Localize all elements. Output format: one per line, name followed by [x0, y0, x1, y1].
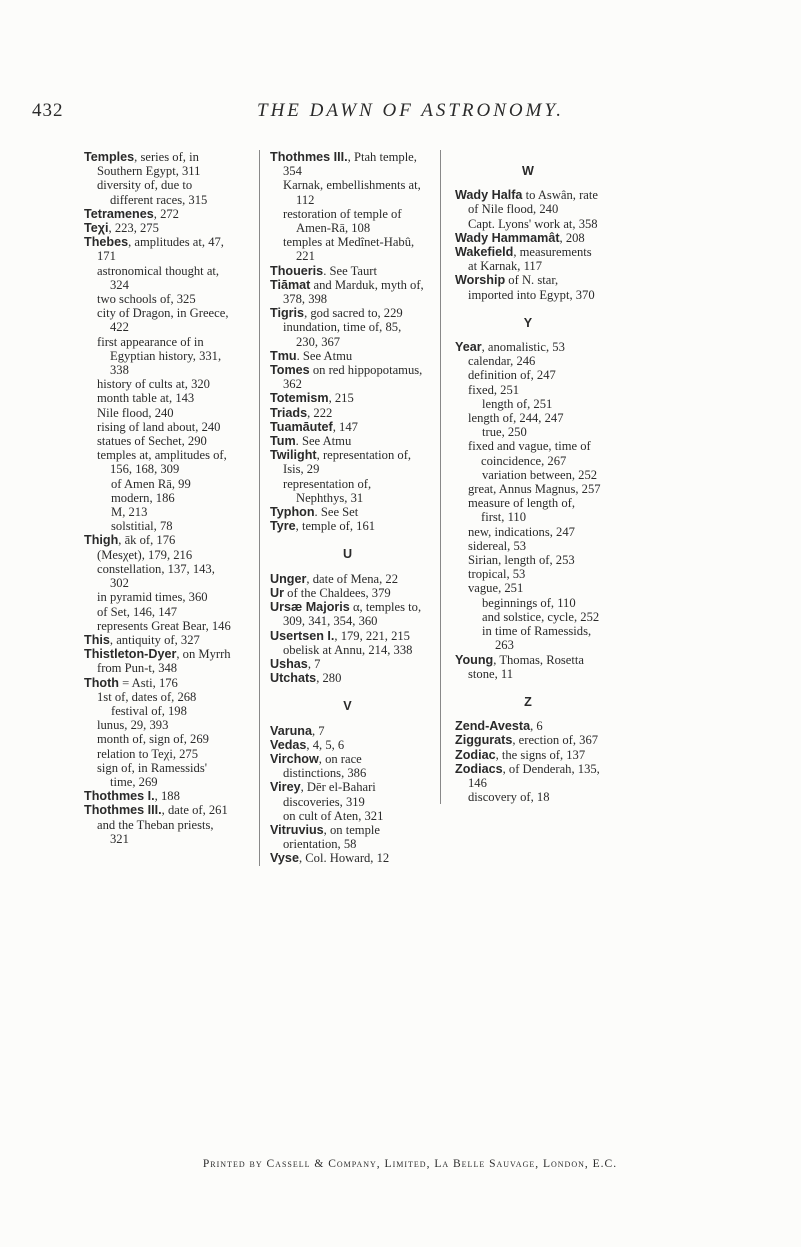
index-entry [270, 391, 425, 405]
index-subentry [84, 562, 234, 590]
entry-text: , 179, 221, 215 [334, 628, 410, 643]
entry-heading: Tiāmat [270, 277, 311, 292]
entry-text: , on race distinctions, 386 [283, 751, 367, 781]
entry-text: , erection of, 367 [512, 733, 599, 748]
entry-text: , Dēr el-Bahari discoveries, 319 [283, 780, 376, 809]
entry-text: and Marduk, myth of, 378, 398 [283, 277, 424, 307]
entry-text: city of Dragon, in Greece, 422 [97, 306, 229, 335]
entry-heading: Thothmes III. [84, 803, 162, 818]
index-subentry [455, 368, 601, 382]
entry-text: variation between, 252 [482, 467, 598, 482]
entry-heading: Ushas [270, 656, 308, 671]
entry-heading: Young [455, 652, 494, 667]
entry-heading: This [84, 632, 110, 647]
index-subentry [455, 397, 601, 411]
entry-text: . See Set [314, 505, 359, 520]
entry-heading: Thothmes III. [270, 150, 348, 164]
entry-text: length of, 244, 247 [468, 411, 564, 426]
entry-heading: Tum [270, 434, 296, 449]
entry-text: of Amen Rā, 99 [111, 476, 191, 491]
entry-heading: Totemism [270, 391, 329, 406]
running-title: THE DAWN OF ASTRONOMY. [257, 100, 565, 121]
index-entry [270, 406, 425, 420]
index-subentry [270, 809, 425, 823]
index-column-3 [440, 150, 601, 804]
page-number: 432 [32, 100, 64, 121]
entry-text: definition of, 247 [468, 368, 556, 383]
index-subentry [84, 761, 234, 789]
index-entry [84, 207, 234, 221]
entry-text: , antiquity of, 327 [109, 632, 200, 647]
entry-text: , anomalistic, 53 [481, 340, 565, 355]
entry-heading: Triads [270, 405, 308, 420]
entry-text: , the signs of, 137 [495, 747, 586, 762]
section-letter: Y [523, 315, 533, 330]
index-subentry [84, 590, 234, 604]
index-subentry [455, 525, 601, 539]
index-subentry [455, 468, 601, 482]
entry-text: , 272 [153, 206, 179, 221]
index-entry [270, 629, 425, 643]
entry-text: , 222 [307, 405, 333, 420]
entry-text: , 188 [154, 789, 180, 804]
index-entry [270, 823, 425, 851]
entry-text: of the Chaldees, 379 [284, 585, 391, 600]
entry-text: temples at, amplitudes of, 156, 168, 309 [97, 448, 227, 477]
entry-heading: Typhon [270, 505, 315, 520]
entry-heading: Wakefield [455, 245, 514, 260]
index-subentry [455, 553, 601, 567]
entry-text: , series of, in Southern Egypt, 311 [97, 150, 201, 179]
index-subentry [84, 477, 234, 491]
index-subentry [84, 406, 234, 420]
index-column-1 [84, 150, 234, 846]
index-subentry [84, 505, 234, 519]
entry-heading: Temples [84, 150, 135, 164]
entry-heading: Zodiac [455, 747, 496, 762]
index-entry [270, 519, 425, 533]
entry-text: sidereal, 53 [468, 538, 527, 553]
entry-text: length of, 251 [482, 396, 553, 411]
index-entry [455, 273, 601, 301]
index-entry [455, 188, 601, 216]
index-subentry [84, 377, 234, 391]
entry-text: new, indications, 247 [468, 524, 575, 539]
entry-heading: Ur [270, 585, 284, 600]
index-subentry [84, 335, 234, 378]
index-entry [84, 235, 234, 263]
section-letter: Z [524, 694, 532, 709]
index-entry [455, 719, 601, 733]
index-entry [455, 733, 601, 747]
entry-text: , 280 [316, 671, 342, 686]
entry-text: Capt. Lyons' work at, 358 [468, 216, 598, 231]
entry-text: , 4, 5, 6 [306, 737, 345, 752]
entry-text: = Asti, 176 [118, 675, 178, 690]
entry-text: , 6 [530, 719, 543, 734]
entry-text: calendar, 246 [468, 354, 536, 369]
entry-heading: Thistleton-Dyer [84, 647, 177, 662]
index-subentry [84, 519, 234, 533]
index-entry [270, 780, 425, 808]
entry-text: α, temples to, 309, 341, 354, 360 [283, 600, 422, 629]
entry-text: vague, 251 [468, 581, 524, 596]
index-subentry [455, 790, 601, 804]
index-subentry [455, 496, 601, 524]
entry-heading: Utchats [270, 671, 317, 686]
entry-text: tropical, 53 [468, 567, 526, 582]
index-entry [270, 586, 425, 600]
entry-text: Karnak, embellishments at, 112 [283, 178, 421, 207]
section-letter: U [342, 547, 353, 562]
entry-heading: Twilight [270, 448, 317, 463]
entry-heading: Vedas [270, 737, 307, 752]
index-subentry [84, 548, 234, 562]
entry-text: , amplitudes at, 47, 171 [97, 235, 224, 264]
entry-text: great, Annus Magnus, 257 [468, 482, 601, 497]
index-subentry [270, 477, 425, 505]
index-subentry [84, 434, 234, 448]
entry-text: restoration of temple of Amen-Rā, 108 [283, 206, 402, 236]
entry-text: and solstice, cycle, 252 [482, 609, 600, 624]
entry-text: , Thomas, Rosetta stone, 11 [468, 652, 584, 681]
index-subentry [84, 391, 234, 405]
entry-text: Nile flood, 240 [97, 405, 174, 420]
index-entry [270, 434, 425, 448]
entry-text: M, 213 [111, 505, 148, 520]
section-letter: W [522, 164, 534, 178]
index-entry [84, 676, 234, 690]
index-subentry [84, 605, 234, 619]
printer-imprint: Printed by Cassell & Company, Limited, La Belle Sauvage, London, E.C. [202, 1158, 618, 1170]
index-entry [84, 533, 234, 547]
index-entry [270, 752, 425, 780]
entry-text: , 147 [332, 419, 358, 434]
index-subentry [84, 704, 234, 718]
index-entry [84, 633, 234, 647]
entry-heading: Year [455, 340, 482, 355]
index-subentry [455, 581, 601, 595]
entry-text: , 7 [307, 656, 321, 671]
index-entry [455, 245, 601, 273]
entry-text: constellation, 137, 143, 302 [97, 561, 215, 591]
entry-heading: Ziggurats [455, 733, 513, 748]
entry-text: measure of length of, first, 110 [468, 496, 576, 525]
entry-text: . See Taurt [323, 263, 377, 278]
entry-text: , 223, 275 [108, 221, 159, 236]
index-subentry [84, 306, 234, 334]
index-entry [84, 221, 234, 235]
entry-text: , measurements at Karnak, 117 [468, 245, 592, 274]
index-entry [270, 278, 425, 306]
entry-text: obelisk at Annu, 214, 338 [283, 642, 413, 657]
entry-text: . See Atmu [296, 348, 353, 363]
entry-text: fixed, 251 [468, 382, 520, 397]
entry-heading: Wady Hammamât [455, 230, 560, 245]
entry-text: , 7 [312, 723, 325, 738]
entry-text: of N. star, imported into Egypt, 370 [468, 273, 595, 302]
index-entry [84, 789, 234, 803]
index-subentry [84, 420, 234, 434]
entry-text: month of, sign of, 269 [97, 732, 209, 747]
index-subentry [84, 747, 234, 761]
entry-text: diversity of, due to different races, 315 [97, 178, 208, 207]
index-entry [270, 505, 425, 519]
entry-heading: Unger [270, 571, 307, 586]
entry-text: , of Denderah, 135, 146 [468, 761, 600, 790]
entry-text: on cult of Aten, 321 [283, 808, 384, 823]
index-column-2 [259, 150, 425, 866]
entry-heading: Teχi [84, 221, 109, 236]
entry-text: two schools of, 325 [97, 292, 196, 307]
index-subentry [270, 320, 425, 348]
entry-text: sign of, in Ramessids' time, 269 [97, 760, 208, 789]
entry-heading: Thothmes I. [84, 789, 155, 804]
index-entry [270, 671, 425, 685]
index-entry [270, 600, 425, 628]
entry-text: of Set, 146, 147 [97, 604, 178, 619]
entry-text: , date of, 261 [161, 803, 228, 818]
index-entry [270, 657, 425, 671]
index-subentry [84, 690, 234, 704]
entry-heading: Virey [270, 780, 301, 795]
index-subentry [455, 567, 601, 581]
index-subentry [270, 207, 425, 235]
index-subentry [455, 411, 601, 425]
index-entry [84, 150, 234, 178]
index-subentry [455, 482, 601, 496]
index-subentry [84, 178, 234, 206]
entry-text: rising of land about, 240 [97, 419, 221, 434]
index-entry [455, 231, 601, 245]
entry-text: , temple of, 161 [295, 519, 376, 534]
index-subentry [84, 818, 234, 846]
index-entry [84, 647, 234, 675]
entry-text: discovery of, 18 [468, 790, 550, 805]
index-subentry [270, 178, 425, 206]
index-entry [270, 264, 425, 278]
entry-heading: Ursæ Majoris [270, 600, 350, 615]
entry-text: , 215 [328, 391, 354, 406]
entry-text: true, 250 [482, 425, 527, 440]
entry-heading: Tomes [270, 363, 310, 378]
entry-text: , Ptah temple, 354 [283, 150, 417, 179]
index-subentry [455, 217, 601, 231]
entry-text: in pyramid times, 360 [97, 590, 208, 605]
index-entry [270, 150, 425, 178]
entry-heading: Tmu [270, 348, 297, 363]
index-entry [270, 724, 425, 738]
index-entry [270, 420, 425, 434]
entry-text: , god sacred to, 229 [304, 306, 403, 321]
entry-text: Sirian, length of, 253 [468, 553, 575, 568]
index-subentry [455, 439, 601, 467]
entry-heading: Thoth [84, 675, 119, 690]
entry-text: astronomical thought at, 324 [97, 263, 220, 292]
entry-heading: Virchow [270, 751, 319, 766]
entry-text: , on Myrrh from Pun-t, 348 [97, 647, 231, 676]
entry-text: relation to Teχi, 275 [97, 746, 199, 761]
entry-heading: Tuamāutef [270, 419, 333, 434]
index-subentry [455, 624, 601, 652]
entry-text: in time of Ramessids, 263 [482, 624, 592, 653]
index-entry [270, 349, 425, 363]
entry-heading: Worship [455, 273, 506, 288]
index-entry [84, 803, 234, 817]
entry-text: month table at, 143 [97, 391, 195, 406]
index-entry [455, 340, 601, 354]
entry-text: (Mesχet), 179, 216 [97, 547, 193, 562]
index-subentry [455, 539, 601, 553]
index-entry [270, 306, 425, 320]
index-entry [455, 653, 601, 681]
index-subentry [455, 610, 601, 624]
index-entry [270, 572, 425, 586]
index-subentry [84, 732, 234, 746]
index-entry [270, 363, 425, 391]
section-letter: V [343, 699, 352, 714]
entry-text: solstitial, 78 [111, 519, 173, 534]
entry-text: representation of, Nephthys, 31 [283, 476, 372, 505]
entry-heading: Wady Halfa [455, 188, 523, 203]
entry-text: 1st of, dates of, 268 [97, 689, 197, 704]
index-entry [455, 762, 601, 790]
entry-text: . See Atmu [295, 434, 352, 449]
entry-heading: Zend-Avesta [455, 719, 531, 734]
entry-text: , āk of, 176 [118, 533, 176, 548]
entry-heading: Thigh [84, 533, 119, 548]
entry-heading: Tetramenes [84, 206, 154, 221]
index-subentry [455, 354, 601, 368]
index-subentry [270, 235, 425, 263]
entry-text: , 208 [559, 230, 585, 245]
entry-heading: Varuna [270, 723, 312, 738]
entry-text: beginnings of, 110 [482, 595, 576, 610]
entry-heading: Thoueris [270, 263, 324, 278]
index-entry [270, 448, 425, 476]
index-subentry [84, 718, 234, 732]
index-entry [270, 851, 425, 865]
entry-text: , on temple orientation, 58 [283, 822, 380, 852]
entry-heading: Zodiacs [455, 761, 503, 776]
entry-heading: Usertsen I. [270, 628, 335, 643]
entry-text: festival of, 198 [111, 703, 187, 718]
entry-heading: Vitruvius [270, 822, 324, 837]
entry-text: first appearance of in Egyptian history, 331, 338 [97, 334, 222, 378]
entry-heading: Vyse [270, 851, 299, 866]
entry-text: to Aswân, rate of Nile flood, 240 [468, 188, 598, 217]
index-subentry [455, 596, 601, 610]
index-subentry [84, 264, 234, 292]
entry-text: statues of Sechet, 290 [97, 434, 207, 449]
index-subentry [84, 448, 234, 476]
index-subentry [455, 425, 601, 439]
entry-text: temples at Medînet-Habû, 221 [283, 235, 415, 264]
entry-heading: Thebes [84, 235, 129, 250]
entry-text: lunus, 29, 393 [97, 718, 169, 733]
entry-text: , representation of, Isis, 29 [283, 448, 412, 477]
index-entry [455, 748, 601, 762]
entry-text: fixed and vague, time of coincidence, 267 [468, 439, 591, 468]
entry-heading: Tyre [270, 519, 296, 534]
entry-text: history of cults at, 320 [97, 377, 210, 392]
index-subentry [84, 292, 234, 306]
entry-text: on red hippopotamus, 362 [283, 363, 423, 392]
entry-text: represents Great Bear, 146 [97, 618, 231, 633]
entry-text: and the Theban priests, 321 [97, 817, 214, 846]
index-subentry [84, 619, 234, 633]
index-subentry [455, 383, 601, 397]
page-header [32, 100, 761, 130]
entry-text: inundation, time of, 85, 230, 367 [283, 320, 402, 349]
entry-heading: Tigris [270, 306, 305, 321]
index-entry [270, 738, 425, 752]
entry-text: , Col. Howard, 12 [298, 851, 390, 866]
index-subentry [270, 643, 425, 657]
index-subentry [84, 491, 234, 505]
entry-text: , date of Mena, 22 [306, 571, 399, 586]
entry-text: modern, 186 [111, 490, 175, 505]
